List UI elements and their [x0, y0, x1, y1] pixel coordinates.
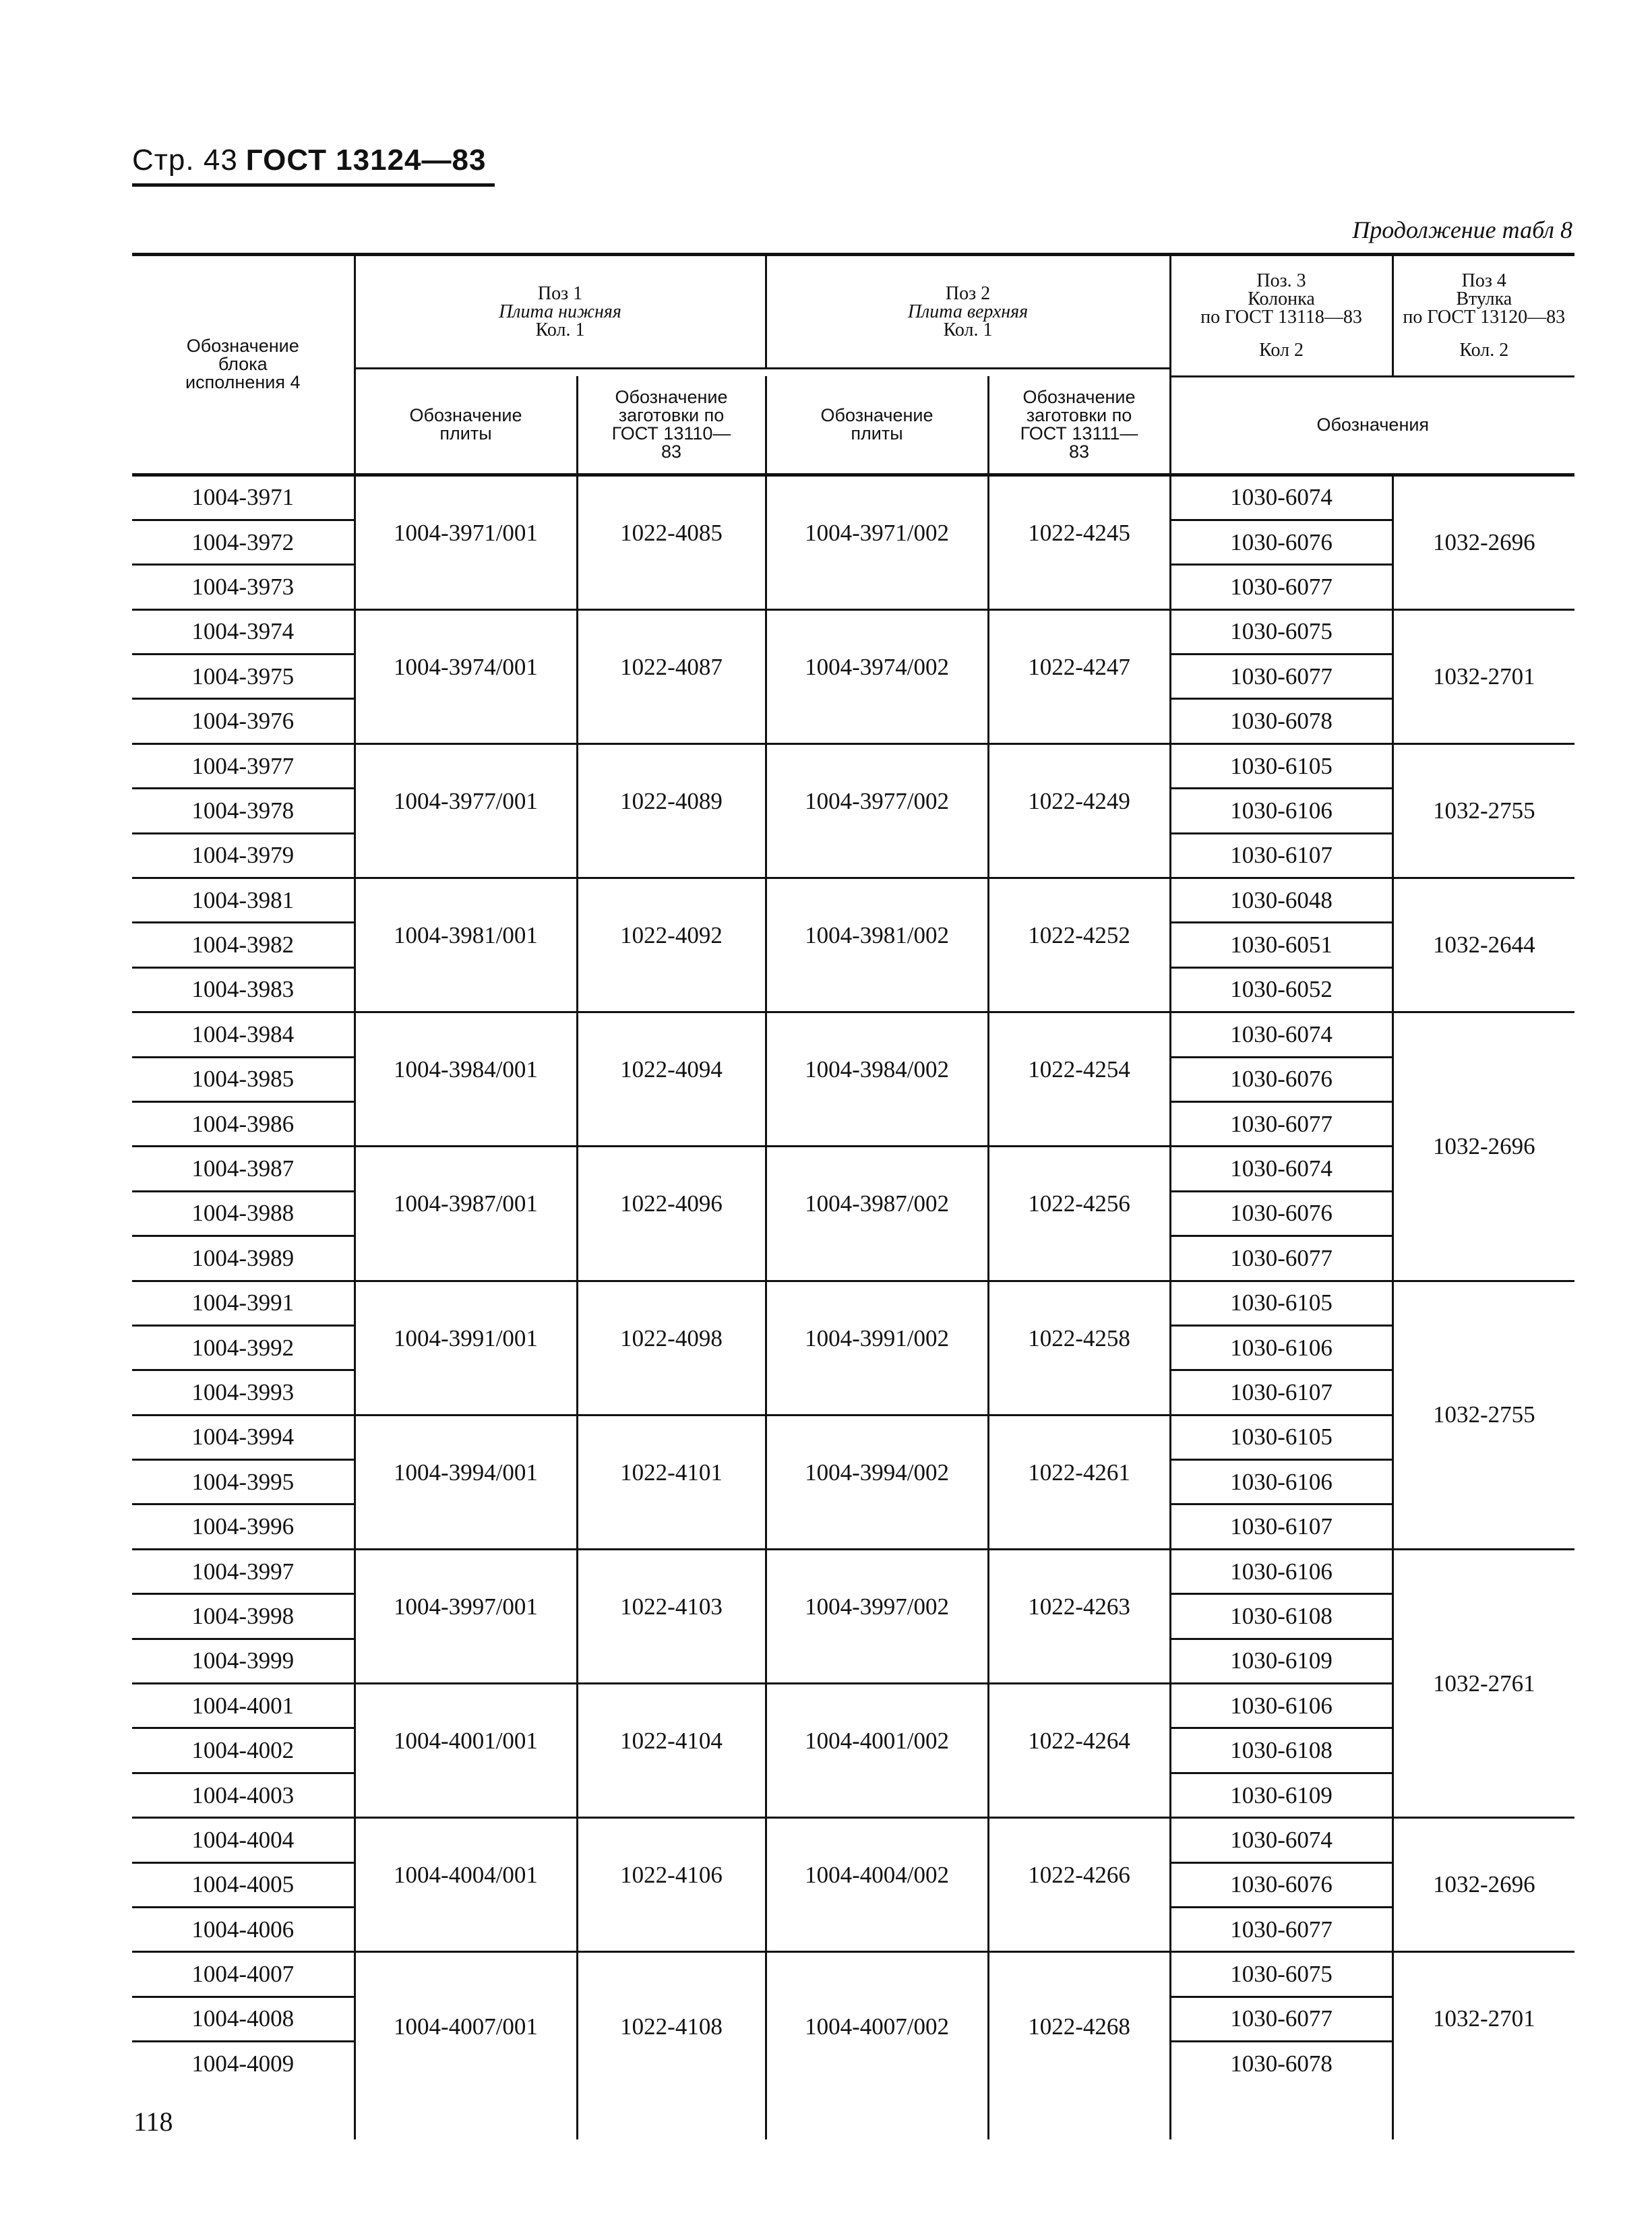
column-designation-cell: 1030-6105 — [1170, 1281, 1393, 1325]
plate-upper-cell: 1004-3994/002 — [766, 1415, 988, 1549]
block-designation-cell: 1004-3986 — [132, 1101, 355, 1146]
block-designation-cell: 1004-3984 — [132, 1012, 355, 1057]
block-designation-cell: 1004-3999 — [132, 1639, 355, 1683]
column-designation-cell: 1030-6106 — [1170, 789, 1393, 833]
plate-upper-cell: 1004-4001/002 — [766, 1684, 988, 1818]
column-designation-cell: 1030-6048 — [1170, 878, 1393, 923]
table-bottom-spacer — [132, 2086, 1574, 2139]
block-designation-cell: 1004-4004 — [132, 1818, 355, 1862]
column-designation-cell: 1030-6106 — [1170, 1684, 1393, 1728]
header-pos2-plate: Обозначение плиты — [766, 376, 988, 475]
header-pos4: Поз 4 Втулка по ГОСТ 13120—83 Кол. 2 — [1393, 255, 1574, 377]
bushing-designation-cell: 1032-2701 — [1393, 609, 1574, 743]
column-designation-cell: 1030-6076 — [1170, 1862, 1393, 1907]
column-designation-cell: 1030-6109 — [1170, 1773, 1393, 1817]
table-row — [132, 1147, 1574, 1191]
block-designation-cell: 1004-3981 — [132, 878, 355, 923]
blank-upper-cell: 1022-4256 — [988, 1147, 1170, 1281]
header-pos1: Поз 1 Плита нижняя Кол. 1 — [355, 255, 766, 369]
bushing-designation-cell: 1032-2696 — [1393, 1818, 1574, 1952]
column-designation-cell: 1030-6107 — [1170, 833, 1393, 878]
block-designation-cell: 1004-3987 — [132, 1147, 355, 1191]
column-designation-cell: 1030-6108 — [1170, 1728, 1393, 1773]
block-designation-cell: 1004-4009 — [191, 2050, 295, 2077]
block-designation-cell: 1004-3971 — [132, 475, 355, 520]
blank-upper-cell: 1022-4258 — [988, 1281, 1170, 1415]
header-rule — [132, 183, 495, 187]
plate-lower-cell: 1004-3981/001 — [355, 878, 577, 1012]
page-label: Стр. 43 — [132, 144, 238, 177]
table-header — [132, 255, 1574, 475]
column-designation-cell: 1030-6077 — [1170, 1101, 1393, 1146]
column-designation-cell: 1030-6074 — [1170, 1818, 1393, 1862]
page-number: 118 — [133, 2106, 173, 2137]
column-designation-cell: 1030-6105 — [1170, 743, 1393, 788]
table-row — [132, 1818, 1574, 1862]
block-designation-cell: 1004-4002 — [132, 1728, 355, 1773]
block-designation-cell: 1004-3993 — [132, 1370, 355, 1415]
bushing-designation-cell: 1032-2701 — [1393, 1952, 1574, 2086]
block-designation-cell: 1004-3988 — [132, 1191, 355, 1236]
column-designation-cell: 1030-6109 — [1170, 1639, 1393, 1683]
table-row — [132, 878, 1574, 923]
blank-lower-cell: 1022-4108 — [577, 1952, 766, 2086]
column-designation-cell: 1030-6076 — [1170, 1191, 1393, 1236]
block-designation-cell: 1004-3973 — [132, 565, 355, 609]
plate-lower-cell: 1004-4004/001 — [355, 1818, 577, 1952]
column-designation-cell: 1030-6107 — [1170, 1370, 1393, 1415]
column-designation-cell: 1030-6077 — [1170, 1997, 1393, 2041]
block-designation-cell: 1004-3979 — [132, 833, 355, 878]
blank-lower-cell: 1022-4106 — [577, 1818, 766, 1952]
plate-upper-cell: 1004-3987/002 — [766, 1147, 988, 1281]
header-pos1-plate: Обозначение плиты — [355, 376, 577, 475]
table-row — [132, 1549, 1574, 1593]
column-designation-cell: 1030-6075 — [1170, 609, 1393, 654]
block-designation-cell: 1004-4005 — [132, 1862, 355, 1907]
column-designation-cell: 1030-6051 — [1170, 923, 1393, 967]
table-row — [132, 1012, 1574, 1057]
block-designation-cell: 1004-4006 — [132, 1908, 355, 1952]
table-row — [132, 475, 1574, 520]
plate-upper-cell: 1004-3974/002 — [766, 609, 988, 743]
block-designation-cell: 1004-3972 — [132, 520, 355, 564]
block-designation-cell: 1004-4008 — [132, 1997, 355, 2041]
block-designation-cell: 1004-3991 — [132, 1281, 355, 1325]
block-designation-cell: 1004-3992 — [132, 1325, 355, 1370]
bushing-designation-cell: 1032-2761 — [1393, 1549, 1574, 1817]
plate-upper-cell: 1004-3981/002 — [766, 878, 988, 1012]
block-designation-cell: 1004-3996 — [132, 1504, 355, 1549]
plate-upper-cell: 1004-3997/002 — [766, 1549, 988, 1683]
blank-upper-cell: 1022-4254 — [988, 1012, 1170, 1147]
header-pos2: Поз 2 Плита верхняя Кол. 1 — [766, 255, 1170, 369]
block-designation-cell: 1004-4003 — [132, 1773, 355, 1817]
column-designation-cell: 1030-6106 — [1170, 1549, 1393, 1593]
table-row — [132, 1281, 1574, 1325]
plate-upper-cell: 1004-4007/002 — [766, 1952, 988, 2086]
block-designation-cell: 1004-3994 — [132, 1415, 355, 1459]
plate-upper-cell: 1004-3977/002 — [766, 743, 988, 878]
plate-lower-cell: 1004-3977/001 — [355, 743, 577, 878]
blank-lower-cell: 1022-4087 — [577, 609, 766, 743]
block-designation-cell: 1004-3985 — [132, 1057, 355, 1101]
plate-upper-cell: 1004-3984/002 — [766, 1012, 988, 1147]
plate-lower-cell: 1004-3974/001 — [355, 609, 577, 743]
blank-upper-cell: 1022-4249 — [988, 743, 1170, 878]
blank-lower-cell: 1022-4092 — [577, 878, 766, 1012]
column-designation-cell: 1030-6106 — [1170, 1325, 1393, 1370]
column-designation-cell: 1030-6076 — [1170, 520, 1393, 564]
plate-lower-cell: 1004-4001/001 — [355, 1684, 577, 1818]
column-designation-cell: 1030-6107 — [1170, 1504, 1393, 1549]
column-designation-cell: 1030-6106 — [1170, 1460, 1393, 1504]
page-header — [132, 143, 486, 177]
blank-upper-cell: 1022-4261 — [988, 1415, 1170, 1549]
column-designation-cell: 1030-6074 — [1170, 1147, 1393, 1191]
plate-lower-cell: 1004-3971/001 — [355, 475, 577, 609]
blank-upper-cell: 1022-4268 — [988, 1952, 1170, 2086]
block-designation-cell: 1004-3975 — [132, 655, 355, 699]
block-designation-cell: 1004-4007 — [132, 1952, 355, 1997]
block-designation-cell: 1004-3974 — [132, 609, 355, 654]
block-designation-cell: 1004-3977 — [132, 743, 355, 788]
bushing-designation-cell: 1032-2696 — [1393, 1012, 1574, 1281]
header-pos2-blank: Обозначение заготовки по ГОСТ 13111—83 — [988, 376, 1170, 475]
table-row — [132, 1952, 1574, 1997]
column-designation-cell: 1030-6052 — [1170, 967, 1393, 1012]
bushing-designation-cell: 1032-2755 — [1393, 743, 1574, 878]
column-designation-cell: 1030-6077 — [1170, 565, 1393, 609]
table-row — [132, 1684, 1574, 1728]
header-block-designation: Обозначение блока исполнения 4 — [132, 255, 355, 475]
column-designation-cell: 1030-6074 — [1170, 1012, 1393, 1057]
blank-lower-cell: 1022-4104 — [577, 1684, 766, 1818]
column-designation-cell: 1030-6078 — [1170, 699, 1393, 743]
table-continuation-label: Продолжение табл 8 — [1352, 216, 1572, 243]
standard-number: ГОСТ 13124—83 — [245, 144, 487, 177]
blank-upper-cell: 1022-4263 — [988, 1549, 1170, 1683]
block-designation-cell: 1004-3976 — [132, 699, 355, 743]
column-designation-cell: 1030-6076 — [1170, 1057, 1393, 1101]
plate-lower-cell: 1004-3991/001 — [355, 1281, 577, 1415]
block-designation-cell: 1004-3989 — [132, 1236, 355, 1281]
header-pos1-blank: Обозначение заготовки по ГОСТ 13110—83 — [577, 376, 766, 475]
blank-upper-cell: 1022-4252 — [988, 878, 1170, 1012]
column-designation-cell: 1030-6075 — [1170, 1952, 1393, 1997]
blank-lower-cell: 1022-4094 — [577, 1012, 766, 1147]
blank-lower-cell: 1022-4098 — [577, 1281, 766, 1415]
block-designation-cell: 1004-4001 — [132, 1684, 355, 1728]
block-designation-cell: 1004-3978 — [132, 789, 355, 833]
header-designations: Обозначения — [1170, 376, 1574, 475]
column-designation-cell: 1030-6077 — [1170, 1236, 1393, 1281]
table-row — [132, 1415, 1574, 1459]
blank-lower-cell: 1022-4103 — [577, 1549, 766, 1683]
column-designation-cell: 1030-6105 — [1170, 1415, 1393, 1459]
block-designation-cell: 1004-3998 — [132, 1594, 355, 1639]
blank-upper-cell: 1022-4247 — [988, 609, 1170, 743]
blank-lower-cell: 1022-4085 — [577, 475, 766, 609]
plate-upper-cell: 1004-3991/002 — [766, 1281, 988, 1415]
blank-lower-cell: 1022-4096 — [577, 1147, 766, 1281]
parts-table — [132, 253, 1574, 2139]
plate-lower-cell: 1004-3994/001 — [355, 1415, 577, 1549]
column-designation-cell: 1030-6077 — [1170, 1908, 1393, 1952]
plate-upper-cell: 1004-3971/002 — [766, 475, 988, 609]
blank-lower-cell: 1022-4089 — [577, 743, 766, 878]
column-designation-cell: 1030-6074 — [1170, 475, 1393, 520]
blank-lower-cell: 1022-4101 — [577, 1415, 766, 1549]
blank-upper-cell: 1022-4245 — [988, 475, 1170, 609]
block-designation-cell: 1004-3995 — [132, 1460, 355, 1504]
bushing-designation-cell: 1032-2696 — [1393, 475, 1574, 609]
blank-upper-cell: 1022-4266 — [988, 1818, 1170, 1952]
plate-lower-cell: 1004-3987/001 — [355, 1147, 577, 1281]
plate-lower-cell: 1004-4007/001 — [355, 1952, 577, 2086]
column-designation-cell: 1030-6077 — [1170, 655, 1393, 699]
header-pos3: Поз. 3 Колонка по ГОСТ 13118—83 Кол 2 — [1170, 255, 1393, 377]
table-row — [132, 743, 1574, 788]
block-designation-cell: 1004-3982 — [132, 923, 355, 967]
column-designation-cell: 1030-6108 — [1170, 1594, 1393, 1639]
table-body — [132, 475, 1574, 2139]
blank-upper-cell: 1022-4264 — [988, 1684, 1170, 1818]
block-designation-cell: 1004-3983 — [132, 967, 355, 1012]
block-designation-cell: 1004-3997 — [132, 1549, 355, 1593]
plate-lower-cell: 1004-3997/001 — [355, 1549, 577, 1683]
plate-upper-cell: 1004-4004/002 — [766, 1818, 988, 1952]
plate-lower-cell: 1004-3984/001 — [355, 1012, 577, 1147]
column-designation-cell: 1030-6078 — [1170, 2042, 1393, 2086]
table-row — [132, 609, 1574, 654]
bushing-designation-cell: 1032-2755 — [1393, 1281, 1574, 1549]
bushing-designation-cell: 1032-2644 — [1393, 878, 1574, 1012]
